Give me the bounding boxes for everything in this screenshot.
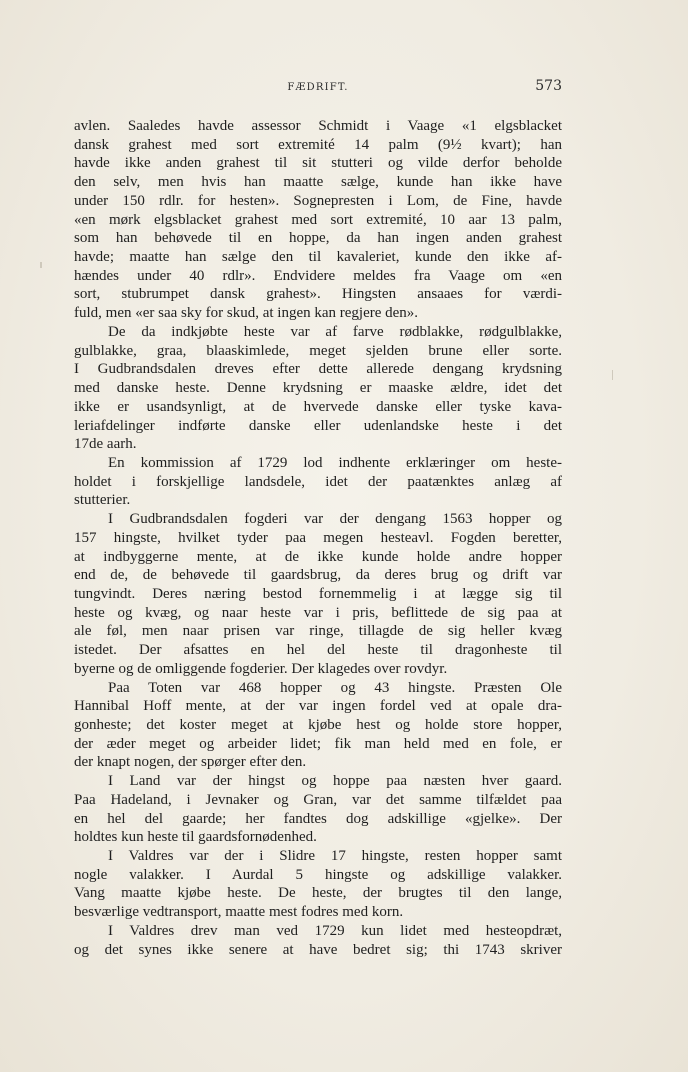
text-line: De da indkjøbte heste var af farve rødblakke, rødgulblakke, bbox=[108, 323, 562, 340]
page-header bbox=[74, 78, 562, 98]
text-line: istedet. Der afsattes en hel del heste til dragonheste til bbox=[74, 642, 562, 659]
text-line: Paa Hadeland, i Jevnaker og Gran, var det samme tilfældet paa bbox=[74, 791, 562, 808]
text-line: den selv, men hvis han maatte sælge, kunde han ikke have bbox=[74, 174, 562, 191]
text-line: byerne og de omliggende fogderier. Der klagedes over rovdyr. bbox=[74, 660, 448, 677]
text-line: Paa Toten var 468 hopper og 43 hingste. Præsten Ole bbox=[108, 679, 562, 696]
text-line: holdet i forskjellige landsdele, idet der paatænktes anlæg af bbox=[74, 473, 562, 490]
text-line: tungvindt. Deres næring bestod fornemmelig i at lægge sig til bbox=[74, 585, 562, 602]
text-line: nogle valakker. I Aurdal 5 hingste og adskillige valakker. bbox=[74, 866, 562, 883]
text-line: I Valdres drev man ved 1729 kun lidet med hesteopdræt, bbox=[108, 922, 562, 939]
text-line: gonheste; det koster meget at kjøbe hest og holde store hopper, bbox=[74, 717, 562, 733]
text-line: I Land var der hingst og hoppe paa næsten hver gaard. bbox=[108, 773, 562, 790]
text-line: gulblakke, graa, blaaskimlede, meget sjelden brune eller sorte. bbox=[74, 342, 562, 359]
text-line: der knapt nogen, der spørger efter den. bbox=[74, 754, 307, 771]
text-line: «en mørk elgsblacket grahest med sort extremité, 10 aar 13 palm, bbox=[74, 211, 562, 228]
text-line: hændes under 40 rdlr». Endvidere meldes fra Vaage om «en bbox=[74, 267, 562, 284]
text-line: I Gudbrandsdalen dreves efter dette allerede dengang krydsning bbox=[74, 361, 562, 378]
text-line: I Valdres var der i Slidre 17 hingste, resten hopper samt bbox=[108, 848, 562, 865]
text-line: ikke er usandsynligt, at de hvervede danske eller tyske kava- bbox=[74, 398, 562, 415]
text-line: En kommission af 1729 lod indhente erklæringer om heste- bbox=[108, 454, 562, 471]
text-line: 17de aarh. bbox=[74, 436, 137, 453]
text-line: som han behøvede til en hoppe, da han ingen anden grahest bbox=[74, 230, 562, 247]
text-line: med danske heste. Denne krydsning er maaske ældre, idet det bbox=[74, 380, 562, 397]
text-line: at indbyggerne mente, at de ikke kunde holde andre hopper bbox=[74, 548, 562, 565]
text-line: sort, stubrumpet dansk grahest». Hingsten ansaaes for værdi- bbox=[74, 286, 562, 303]
text-line: avlen. Saaledes havde assessor Schmidt i Vaage «1 elgsblacket bbox=[74, 118, 562, 134]
text-line: heste og kvæg, og naar heste var i pris, beflittede de sig paa at bbox=[74, 604, 562, 621]
paper-speck bbox=[612, 370, 613, 380]
text-line: havde; maatte han sælge den til kavaleriet, kunde den ikke af- bbox=[74, 249, 562, 266]
text-line: stutterier. bbox=[74, 492, 131, 509]
text-line: dansk grahest med sort extremité 14 palm (9½ kvart); han bbox=[74, 136, 562, 153]
text-line: ale føl, men naar prisen var ringe, tillagde de sig heller kvæg bbox=[74, 623, 562, 640]
text-line: I Gudbrandsdalen fogderi var der dengang 1563 hopper og bbox=[108, 511, 562, 528]
text-line: 157 hingste, hvilket tyder paa megen hesteavl. Fogden beretter, bbox=[74, 529, 562, 546]
text-line: holdtes kun heste til gaardsfornødenhed. bbox=[74, 829, 317, 846]
text-line: under 150 rdlr. for hesten». Sognepresten i Lom, de Fine, havde bbox=[74, 192, 562, 209]
text-line: end de, de behøvede til gaardsbrug, da deres brug og drift var bbox=[74, 567, 562, 584]
text-line: der æder meget og arbeider lidet; fik man held med en fole, er bbox=[74, 735, 562, 752]
text-line: en hel del gaarde; her fandtes dog adskillige «gjelke». Der bbox=[74, 810, 562, 827]
text-line: besværlige vedtransport, maatte mest fodres med korn. bbox=[74, 904, 404, 921]
running-title: FÆDRIFT. bbox=[287, 82, 349, 93]
text-line: leriafdelinger indførte danske eller udenlandske heste i det bbox=[74, 417, 562, 434]
body-text bbox=[74, 117, 562, 959]
text-line: Hannibal Hoff mente, at der var ingen fordel ved at opale dra- bbox=[74, 698, 562, 715]
text-line: havde ikke anden grahest til sit stutteri og vilde derfor beholde bbox=[74, 155, 562, 172]
text-line: Vang maatte kjøbe heste. De heste, der brugtes til den lange, bbox=[74, 885, 562, 902]
paper-speck bbox=[40, 262, 42, 268]
text-line: fuld, men «er saa sky for skud, at ingen kan regjere den». bbox=[74, 305, 419, 322]
text-line: og det synes ikke senere at have bedret sig; thi 1743 skriver bbox=[74, 941, 562, 958]
page-number: 573 bbox=[535, 78, 562, 94]
